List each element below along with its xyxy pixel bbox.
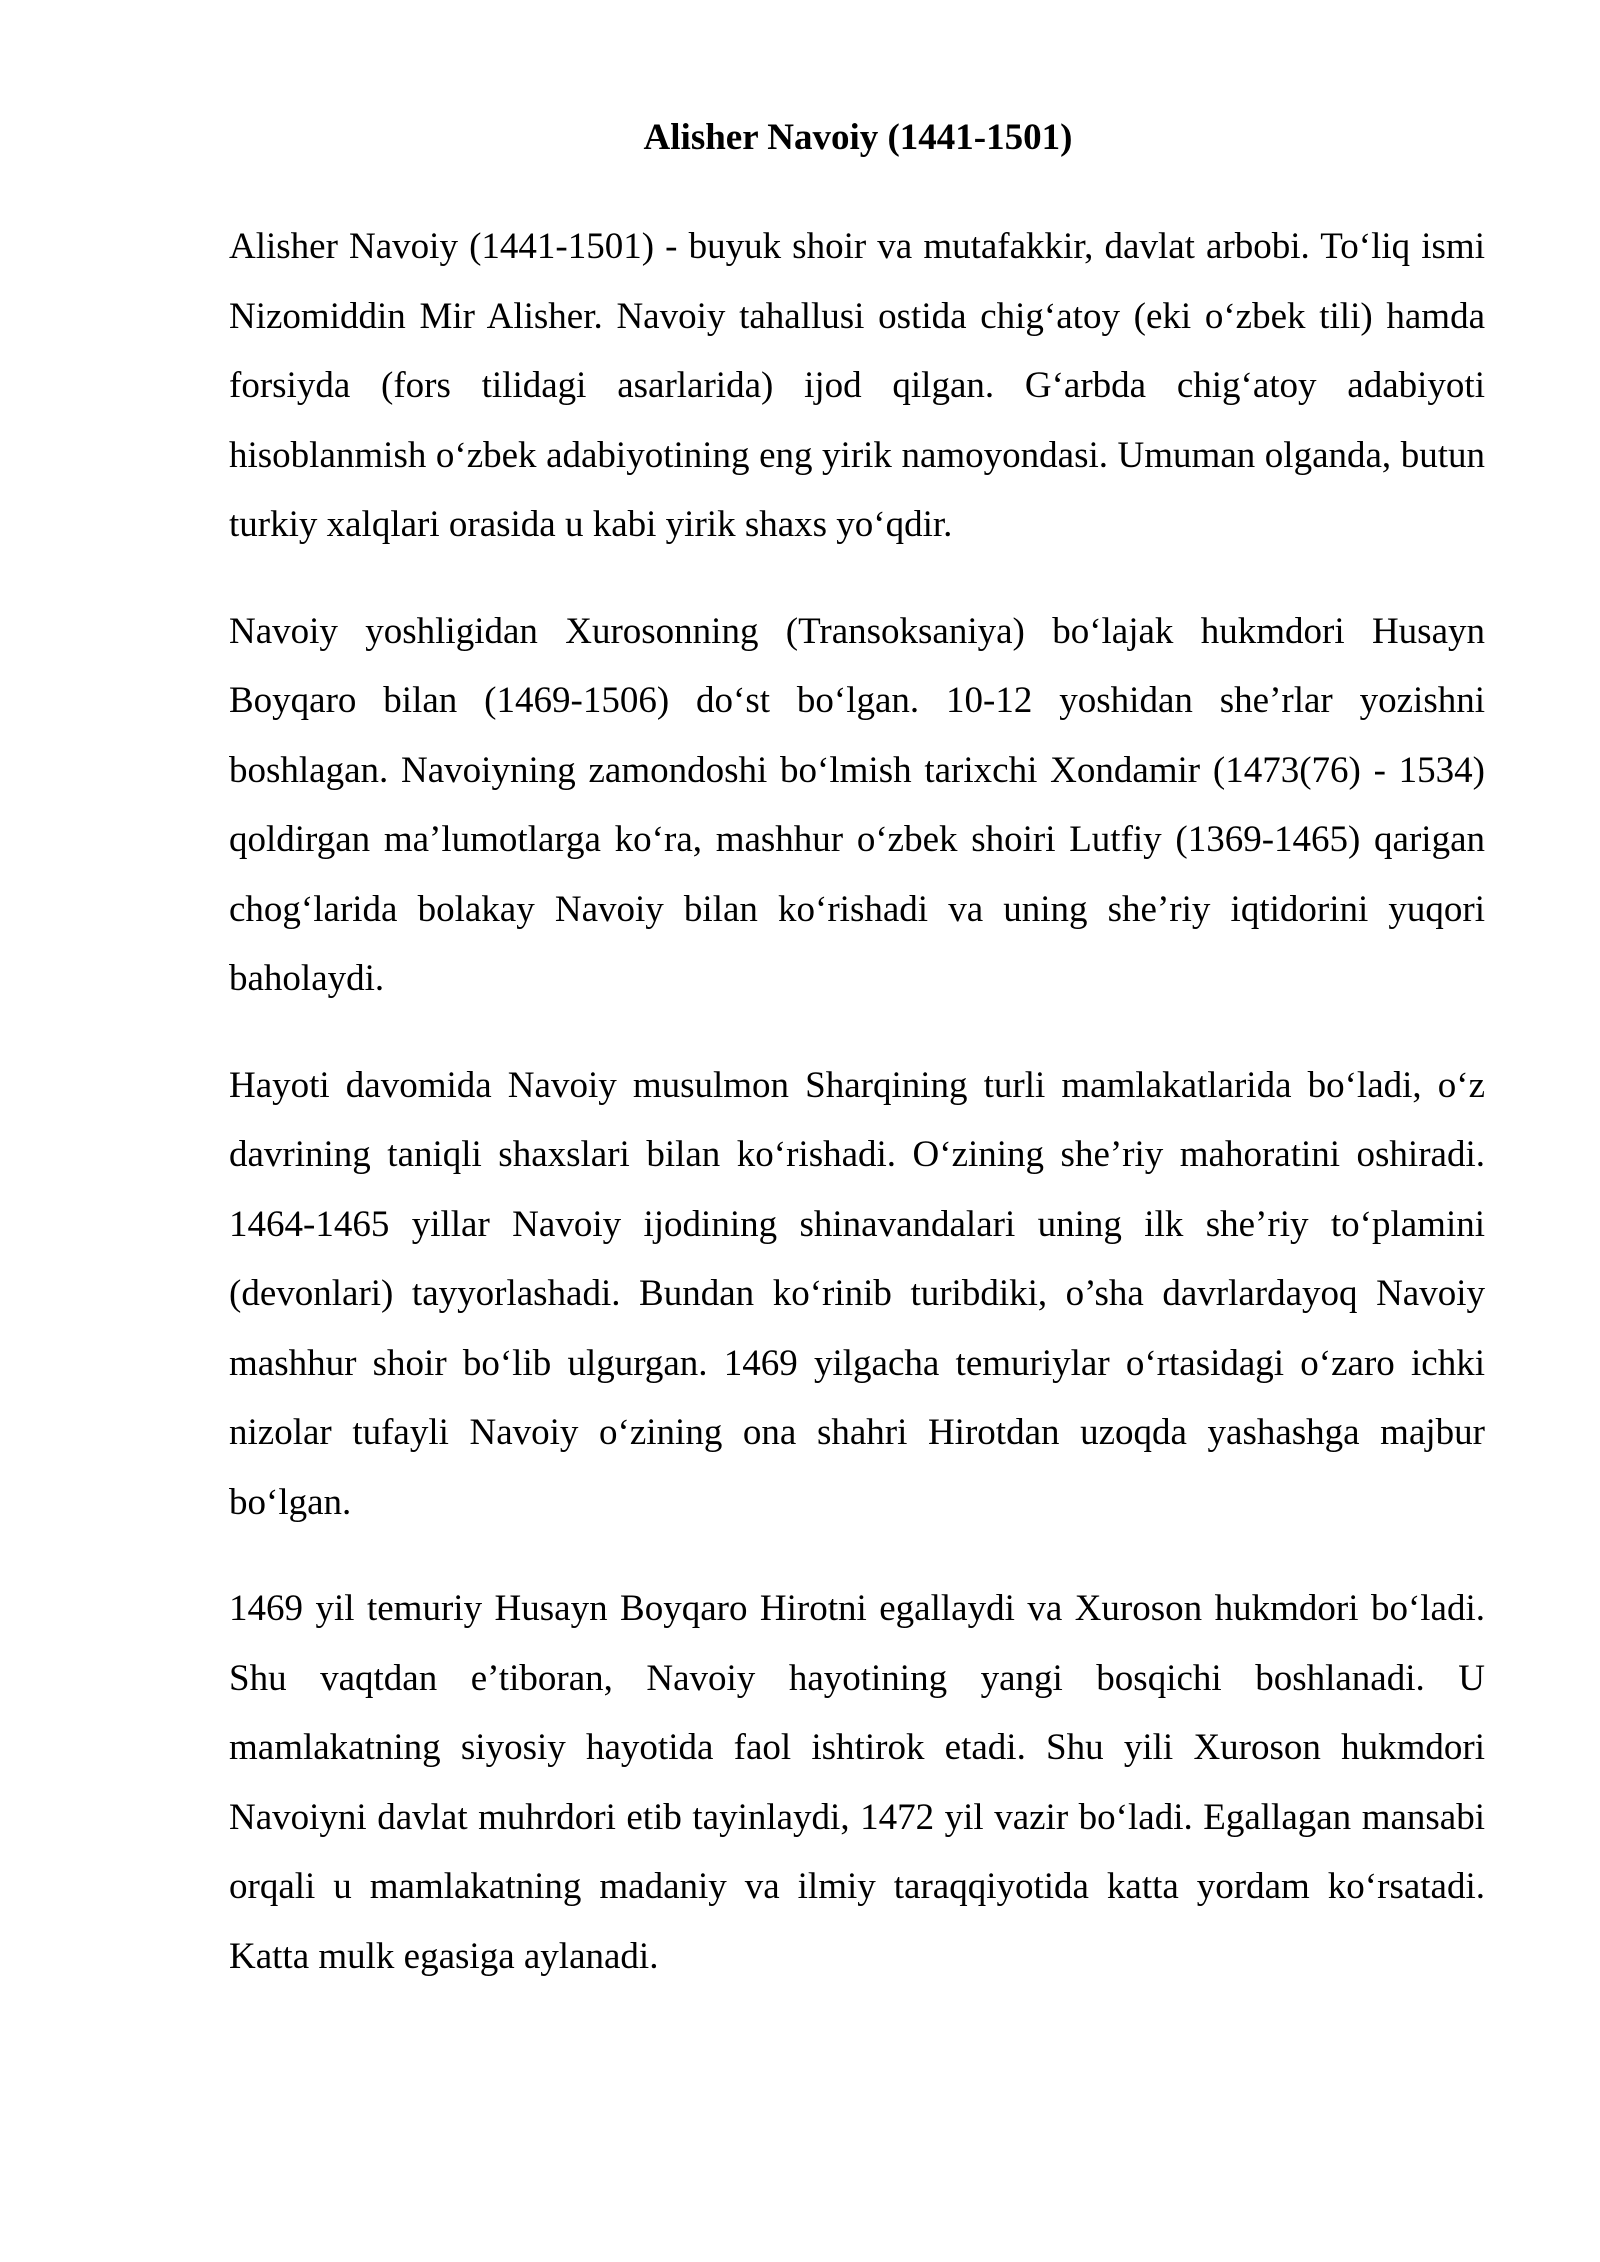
paragraph-4: 1469 yil temuriy Husayn Boyqaro Hirotni egallaydi va Xuroson hukmdori bo‘ladi. Shu vaqtdan e’tiboran, Navoiy hayotining yangi bosqichi boshlanadi. U mamlakatning siyosiy hayotida faol ishtirok etadi. Shu yili Xuroson hukmdori Navoiyni davlat muhrdori etib tayinlaydi, 1472 yil vazir bo‘ladi. Egallagan mansabi orqali u mamlakatning madaniy va ilmiy taraqqiyotida katta yordam ko‘rsatadi. Katta mulk egasiga aylanadi.: [229, 1588, 1485, 1977]
paragraph-2: Navoiy yoshligidan Xurosonning (Transoksaniya) bo‘lajak hukmdori Husayn Boyqaro bilan (1469-1506) do‘st bo‘lgan. 10-12 yoshidan she’rlar yozishni boshlagan. Navoiyning zamondoshi bo‘lmish tarixchi Xondamir (1473(76) - 1534) qoldirgan ma’lumotlarga ko‘ra, mashhur o‘zbek shoiri Lutfiy (1369-1465) qarigan chog‘larida bolakay Navoiy bilan ko‘rishadi va uning she’riy iqtidorini yuqori baholaydi.: [229, 610, 1485, 999]
document-title: Alisher Navoiy (1441-1501): [643, 117, 1073, 158]
document-body: [229, 212, 1485, 2028]
paragraph-1: Alisher Navoiy (1441-1501) - buyuk shoir va mutafakkir, davlat arbobi. To‘liq ismi Nizomiddin Mir Alisher. Navoiy tahallusi ostida chig‘atoy (eki o‘zbek tili) hamda forsiyda (fors tilidagi asarlarida) ijod qilgan. G‘arbda chig‘atoy adabiyoti hisoblanmish o‘zbek adabiyotining eng yirik namoyondasi. Umuman olganda, butun turkiy xalqlari orasida u kabi yirik shaxs yo‘qdir.: [229, 226, 1485, 545]
paragraph-3: Hayoti davomida Navoiy musulmon Sharqining turli mamlakatlarida bo‘ladi, o‘z davrining taniqli shaxslari bilan ko‘rishadi. O‘zining she’riy mahoratini oshiradi. 1464-1465 yillar Navoiy ijodining shinavandalari uning ilk she’riy to‘plamini (devonlari) tayyorlashadi. Bundan ko‘rinib turibdiki, o’sha davrlardayoq Navoiy mashhur shoir bo‘lib ulgurgan. 1469 yilgacha temuriylar o‘rtasidagi o‘zaro ichki nizolar tufayli Navoiy o‘zining ona shahri Hirotdan uzoqda yashashga majbur bo‘lgan.: [229, 1064, 1485, 1523]
